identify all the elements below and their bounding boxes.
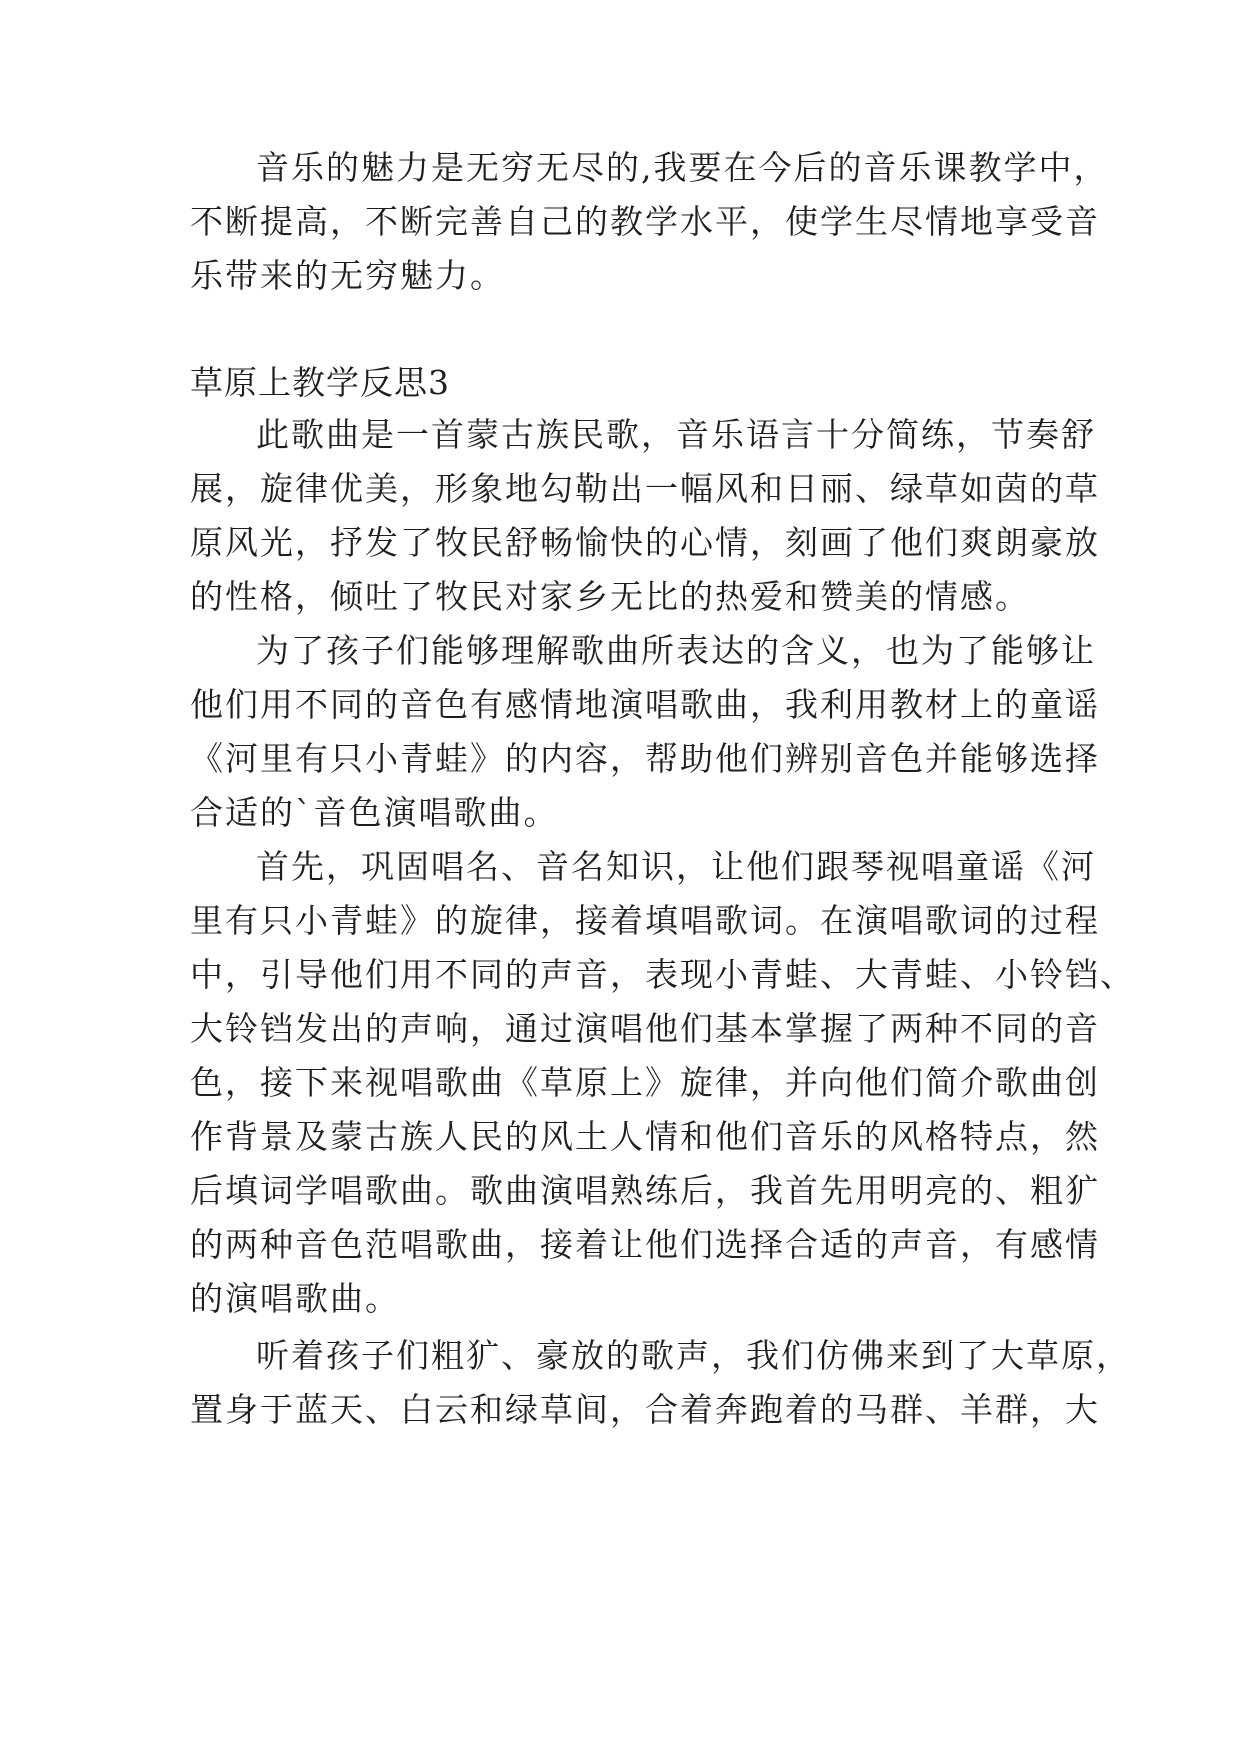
text-line: 为了孩子们能够理解歌曲所表达的含义，也为了能够让: [256, 631, 1096, 670]
text-line: 不断提高，不断完善自己的教学水平，使学生尽情地享受音: [190, 202, 1100, 241]
text-line: 的性格，倾吐了牧民对家乡无比的热爱和赞美的情感。: [190, 577, 1030, 616]
text-line: 的演唱歌曲。: [190, 1279, 400, 1318]
text-line: 听着孩子们粗犷、豪放的歌声，我们仿佛来到了大草原，: [256, 1336, 1131, 1375]
text-line: 此歌曲是一首蒙古族民歌，音乐语言十分简练，节奏舒: [256, 415, 1096, 454]
text-line: 原风光，抒发了牧民舒畅愉快的心情，刻画了他们爽朗豪放: [190, 523, 1100, 562]
text-line: 里有只小青蛙》的旋律，接着填唱歌词。在演唱歌词的过程: [190, 901, 1100, 940]
text-line: 中，引导他们用不同的声音，表现小青蛙、大青蛙、小铃铛、: [190, 955, 1135, 994]
section-heading: 草原上教学反思3: [190, 363, 450, 402]
text-line: 乐带来的无穷魅力。: [190, 256, 505, 295]
text-line: 色，接下来视唱歌曲《草原上》旋律，并向他们简介歌曲创: [190, 1063, 1100, 1102]
text-line: 首先，巩固唱名、音名知识，让他们跟琴视唱童谣《河: [256, 847, 1096, 886]
text-line: 置身于蓝天、白云和绿草间，合着奔跑着的马群、羊群，大: [190, 1390, 1100, 1429]
text-line: 音乐的魅力是无穷无尽的,我要在今后的音乐课教学中，: [256, 148, 1109, 187]
text-line: 他们用不同的音色有感情地演唱歌曲，我利用教材上的童谣: [190, 685, 1100, 724]
text-line: 后填词学唱歌曲。歌曲演唱熟练后，我首先用明亮的、粗犷: [190, 1171, 1100, 1210]
text-line: 合适的`音色演唱歌曲。: [190, 793, 559, 832]
text-line: 作背景及蒙古族人民的风土人情和他们音乐的风格特点，然: [190, 1117, 1100, 1156]
text-line: 展，旋律优美，形象地勾勒出一幅风和日丽、绿草如茵的草: [190, 469, 1100, 508]
text-line: 大铃铛发出的声响，通过演唱他们基本掌握了两种不同的音: [190, 1009, 1100, 1048]
text-line: 《河里有只小青蛙》的内容，帮助他们辨别音色并能够选择: [190, 739, 1100, 778]
text-line: 的两种音色范唱歌曲，接着让他们选择合适的声音，有感情: [190, 1225, 1100, 1264]
